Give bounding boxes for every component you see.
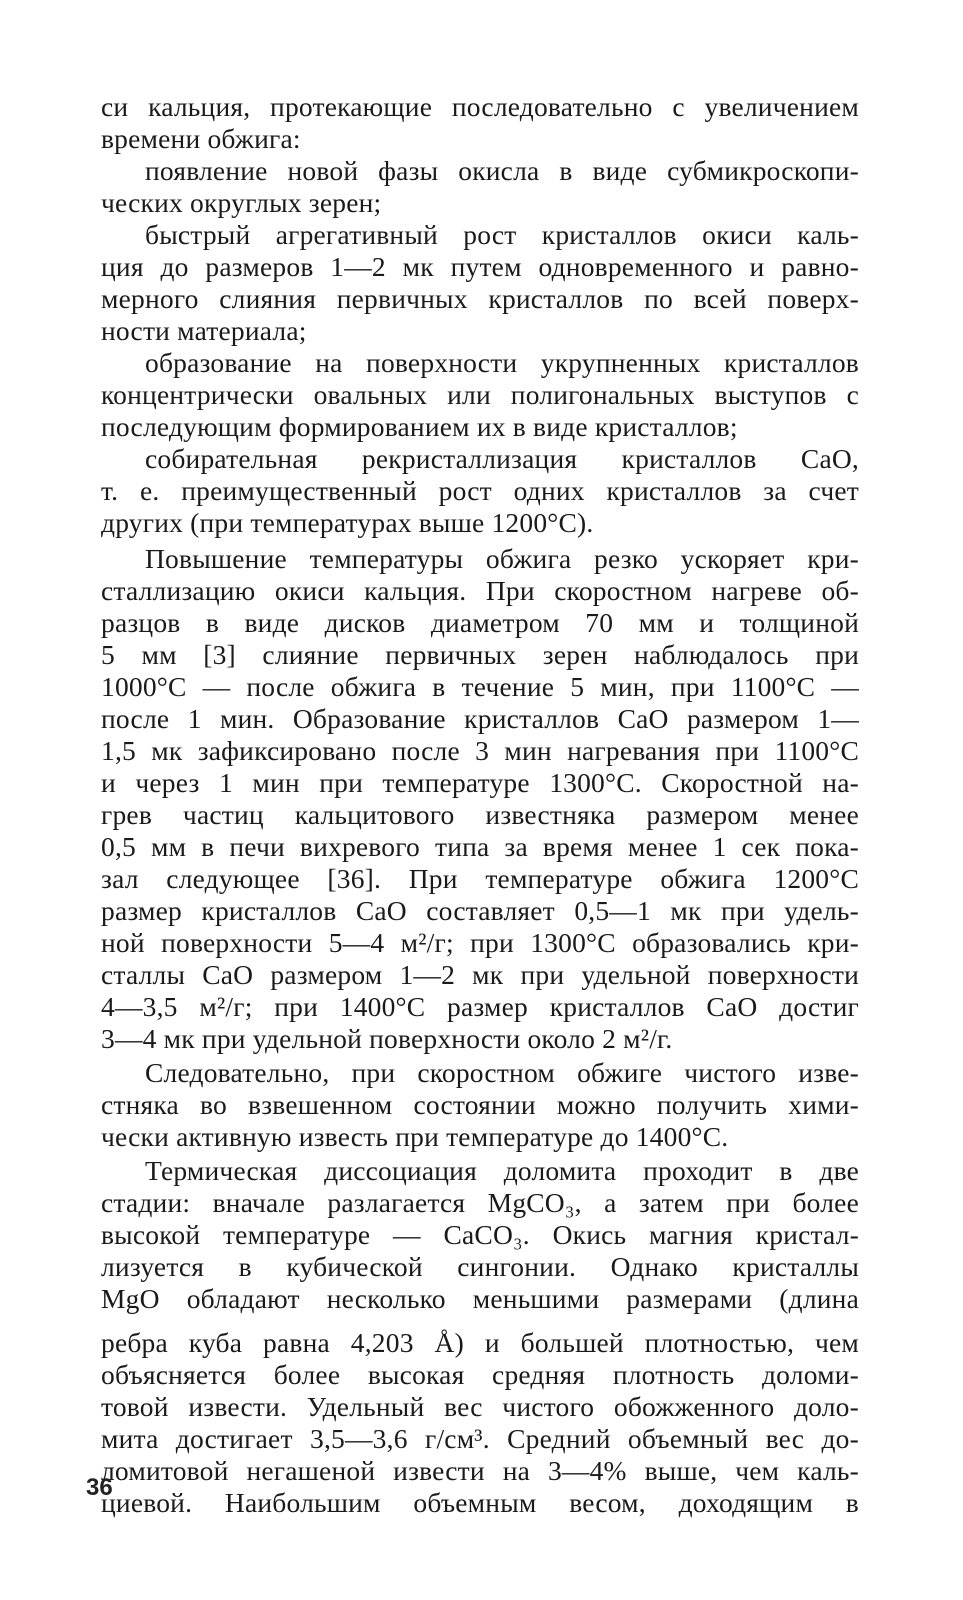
text-line: мита достигает 3,5—3,6 г/см³. Средний объемный вес до- [101, 1423, 859, 1454]
text-line: ломитовой негашеной извести на 3—4% выше, чем каль- [101, 1455, 859, 1486]
text-line: размер кристаллов СаО составляет 0,5—1 мк при удель- [101, 895, 859, 926]
text-line: чески активную известь при температуре до 1400°С. [101, 1121, 729, 1152]
text-line: высокой температуре — СаСО₃. Окись магния кристал- [101, 1219, 859, 1250]
text-line: стняка во взвешенном состоянии можно получить хими- [101, 1089, 859, 1120]
text-line: Повышение температуры обжига резко ускоряет кри- [145, 543, 859, 574]
text-line: ческих округлых зерен; [101, 187, 382, 218]
text-line: Следовательно, при скоростном обжиге чистого изве- [145, 1057, 859, 1088]
text-line: циевой. Наибольшим объемным весом, доходящим в [101, 1487, 859, 1518]
text-line: ребра куба равна 4,203 Å) и большей плотностью, чем [101, 1327, 859, 1358]
text-line: сталлы СаО размером 1—2 мк при удельной поверхности [101, 959, 859, 990]
text-line: 0,5 мм в печи вихревого типа за время менее 1 сек пока- [101, 831, 859, 862]
text-line: собирательная рекристаллизация кристаллов СаО, [145, 443, 859, 474]
text-line: и через 1 мин при температуре 1300°С. Скоростной на- [101, 767, 859, 798]
text-line: мерного слияния первичных кристаллов по всей поверх- [101, 283, 859, 314]
text-line: MgO обладают несколько меньшими размерами (длина [101, 1283, 859, 1314]
text-line: разцов в виде дисков диаметром 70 мм и толщиной [101, 607, 859, 638]
text-line: Термическая диссоциация доломита проходит в две [145, 1155, 859, 1186]
text-line: образование на поверхности укрупненных кристаллов [145, 347, 859, 378]
text-line: 1000°С — после обжига в течение 5 мин, при 1100°С — [101, 671, 859, 702]
text-line: зал следующее [36]. При температуре обжига 1200°С [101, 863, 859, 894]
text-line: 3—4 мк при удельной поверхности около 2 м²/г. [101, 1023, 673, 1054]
text-line: 5 мм [3] слияние первичных зерен наблюдалось при [101, 639, 859, 670]
text-line: времени обжига: [101, 123, 301, 154]
text-line: т. е. преимущественный рост одних кристаллов за счет [101, 475, 859, 506]
text-line: лизуется в кубической сингонии. Однако кристаллы [101, 1251, 859, 1282]
text-line: ной поверхности 5—4 м²/г; при 1300°С образовались кри- [101, 927, 859, 958]
text-line: быстрый агрегативный рост кристаллов окиси каль- [145, 219, 859, 250]
text-line: появление новой фазы окисла в виде субмикроскопи- [145, 155, 859, 186]
text-line: товой извести. Удельный вес чистого обожженного доло- [101, 1391, 859, 1422]
text-line: концентрически овальных или полигональных выступов с [101, 379, 859, 410]
text-line: последующим формированием их в виде кристаллов; [101, 411, 738, 442]
text-line: других (при температурах выше 1200°С). [101, 507, 594, 538]
page-number: 36 [86, 1474, 113, 1501]
text-line: сталлизацию окиси кальция. При скоростном нагреве об- [101, 575, 859, 606]
text-line: ности материала; [101, 315, 307, 346]
text-line: грев частиц кальцитового известняка размером менее [101, 799, 859, 830]
text-line: 1,5 мк зафиксировано после 3 мин нагревания при 1100°С [101, 735, 859, 766]
text-line: объясняется более высокая средняя плотность доломи- [101, 1359, 859, 1390]
text-line: стадии: вначале разлагается MgCO₃, а затем при более [101, 1187, 859, 1218]
text-line: ция до размеров 1—2 мк путем одновременного и равно- [101, 251, 859, 282]
text-line: 4—3,5 м²/г; при 1400°С размер кристаллов СаО достиг [101, 991, 859, 1022]
text-line: си кальция, протекающие последовательно с увеличением [101, 91, 859, 122]
text-line: после 1 мин. Образование кристаллов СаО размером 1— [101, 703, 859, 734]
